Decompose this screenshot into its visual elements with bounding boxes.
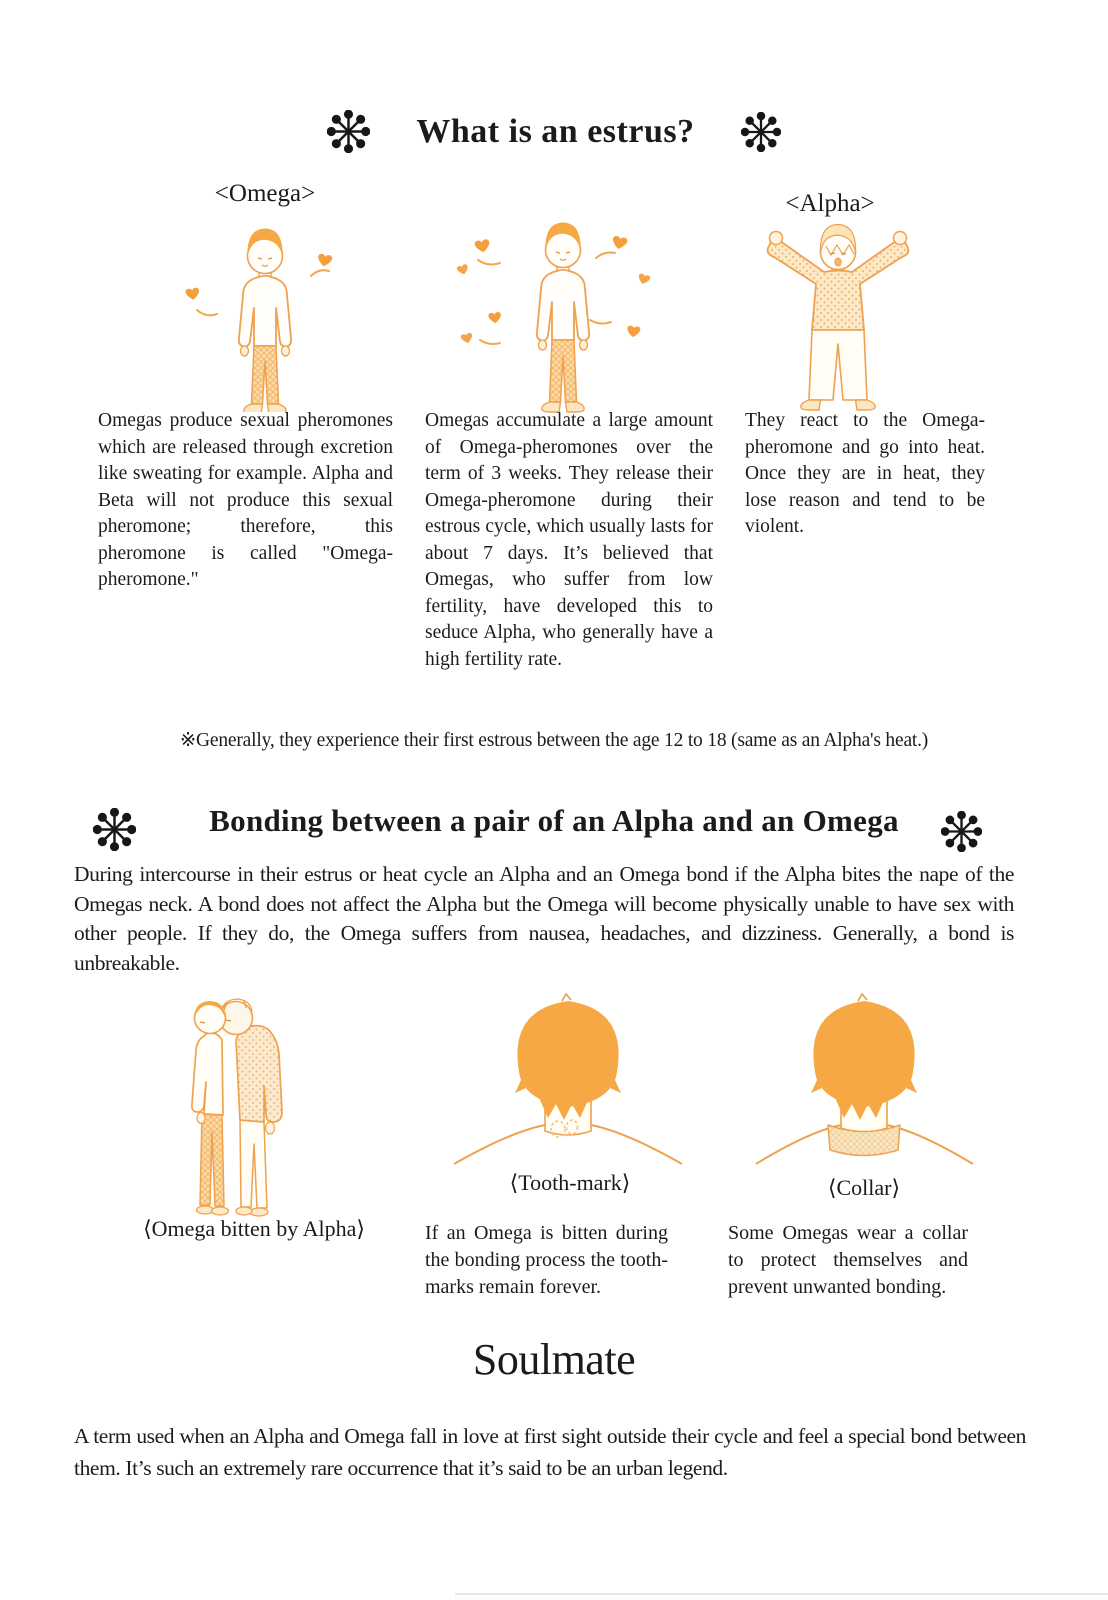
omega-description: Omegas produce sexual pheromones which are released through excretion like sweating for example. Alpha and Beta will not produce this sexual pheromone; therefore, this pheromone is called "Omega-pheromone." xyxy=(98,410,393,590)
collar-illustration xyxy=(752,982,977,1167)
toothmark-illustration xyxy=(448,982,688,1167)
alpha-figure-illustration xyxy=(728,206,948,416)
estrus-title-row xyxy=(0,110,1108,153)
asterisk-icon xyxy=(941,811,982,852)
collar-description: Some Omegas wear a collar to protect themselves and prevent unwanted bonding. xyxy=(728,1222,968,1298)
toothmark-label: ⟨Tooth-mark⟩ xyxy=(509,1170,631,1195)
bitten-label: ⟨Omega bitten by Alpha⟩ xyxy=(143,1216,365,1241)
collar-label: ⟨Collar⟩ xyxy=(827,1175,901,1200)
soulmate-title: Soulmate xyxy=(472,1335,636,1384)
soulmate-description: A term used when an Alpha and Omega fall in love at first sight outside their cycle and feel a special bond between them. It’s such an extremely rare occurrence that it’s said to be an urban legend. xyxy=(74,1424,1026,1480)
toothmark-description: If an Omega is bitten during the bonding process the tooth-marks remain forever. xyxy=(425,1222,668,1298)
asterisk-icon xyxy=(327,110,370,153)
omega-in-estrus-illustration xyxy=(418,200,708,420)
omega-figure-illustration xyxy=(165,212,365,412)
estrus-note: ※Generally, they experience their first estrous between the age 12 to 18 (same as an Alpha's heat.) xyxy=(179,730,929,751)
omega-bitten-illustration xyxy=(160,982,360,1217)
omega-label: <Omega> xyxy=(214,180,316,207)
next-page-edge xyxy=(455,1593,1108,1600)
bonding-title: Bonding between a pair of an Alpha and an Omega xyxy=(209,803,899,838)
estrus-description: Omegas accumulate a large amount of Omega-pheromones over the term of 3 weeks. They release their Omega-pheromone during their estrous cycle, which usually lasts for about 7 days. It’s believed that Omegas, who suffer from low fertility, have developed this to seduce Alpha, who generally have a high fertility rate. xyxy=(425,410,713,670)
alpha-description: They react to the Omega-pheromone and go into heat. Once they are in heat, they lose reason and tend to be violent. xyxy=(745,410,985,537)
asterisk-icon xyxy=(741,112,781,152)
bonding-intro: During intercourse in their estrus or heat cycle an Alpha and an Omega bond if the Alpha bites the nape of the Omegas neck. A bond does not affect the Alpha but the Omega will become physically unable to have sex with other people. If they do, the Omega suffers from nausea, headaches, and dizziness. Generally, a bond is unbreakable. xyxy=(74,862,1014,975)
estrus-title: What is an estrus? xyxy=(416,112,695,150)
alpha-label: <Alpha> xyxy=(785,190,875,217)
